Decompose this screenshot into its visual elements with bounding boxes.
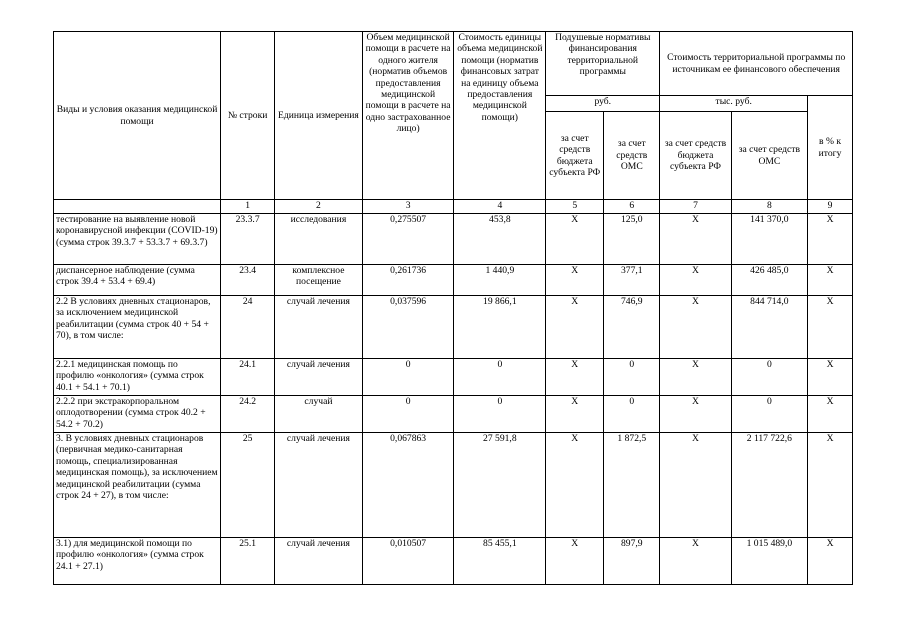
row-cost-cell: 27 591,8 [454, 433, 546, 538]
row-kind-cell: 2.2 В условиях дневных стационаров, за исключением медицинской реабилитации (сумма строк 40 + 54 + 70), в том числе: [54, 296, 221, 359]
table-body [54, 214, 853, 585]
column-number: 4 [454, 200, 546, 214]
row-program-oms-cell: 0 [731, 396, 807, 433]
row-program-oms-cell: 1 015 489,0 [731, 538, 807, 585]
row-number-cell: 23.4 [221, 265, 275, 296]
row-percent-cell: X [808, 359, 853, 396]
column-number: 6 [604, 200, 660, 214]
header-program-budget: за счет средств бюджета субъекта РФ [660, 112, 731, 200]
row-cost-cell: 1 440,9 [454, 265, 546, 296]
row-kind-cell: тестирование на выявление новой коронавирусной инфекции (COVID-19) (сумма строк 39.3.7 + 53.3.7 + 69.3.7) [54, 214, 221, 265]
financing-table [53, 31, 853, 585]
row-number-cell: 25.1 [221, 538, 275, 585]
table-row [54, 265, 853, 296]
row-percap-oms-cell: 897,9 [604, 538, 660, 585]
row-percent-cell: X [808, 396, 853, 433]
row-kind-cell: 3. В условиях дневных стационаров (первичная медико-санитарная помощь, специализированная медицинская помощь), за исключением медицинской реабилитации (сумма строк 24 + 27), в том числе: [54, 433, 221, 538]
header-row-number: № строки [221, 32, 275, 200]
header-volume: Объем медицинской помощи в расчете на одного жителя (норматив объемов предоставления медицинской помощи в расчете на одно застрахованное лицо) [362, 32, 454, 200]
header-unit-rub: руб. [546, 96, 660, 112]
row-number-cell: 24 [221, 296, 275, 359]
row-unit-cell: случай лечения [275, 538, 363, 585]
row-number-cell: 23.3.7 [221, 214, 275, 265]
column-number-blank [54, 200, 221, 214]
row-program-oms-cell: 141 370,0 [731, 214, 807, 265]
row-percent-cell: X [808, 265, 853, 296]
column-numbers-row [54, 200, 853, 214]
row-cost-cell: 85 455,1 [454, 538, 546, 585]
row-unit-cell: случай лечения [275, 296, 363, 359]
row-kind-cell: диспансерное наблюдение (сумма строк 39.4 + 53.4 + 69.4) [54, 265, 221, 296]
header-program-oms: за счет средств ОМС [731, 112, 807, 200]
row-unit-cell: исследования [275, 214, 363, 265]
row-percap-budget-cell: X [546, 433, 604, 538]
row-percap-budget-cell: X [546, 265, 604, 296]
row-cost-cell: 0 [454, 359, 546, 396]
header-unit: Единица измерения [275, 32, 363, 200]
row-program-oms-cell: 426 485,0 [731, 265, 807, 296]
row-percap-oms-cell: 0 [604, 359, 660, 396]
row-kind-cell: 2.2.2 при экстракорпоральном оплодотворении (сумма строк 40.2 + 54.2 + 70.2) [54, 396, 221, 433]
row-unit-cell: случай лечения [275, 359, 363, 396]
column-number: 8 [731, 200, 807, 214]
row-percap-oms-cell: 125,0 [604, 214, 660, 265]
row-volume-cell: 0,010507 [362, 538, 454, 585]
column-number: 1 [221, 200, 275, 214]
row-percap-oms-cell: 746,9 [604, 296, 660, 359]
row-volume-cell: 0 [362, 396, 454, 433]
table-row [54, 396, 853, 433]
header-program-cost: Стоимость территориальной программы по источникам ее финансового обеспечения [660, 32, 853, 96]
header-percap-oms: за счет средств ОМС [604, 112, 660, 200]
row-unit-cell: случай лечения [275, 433, 363, 538]
row-unit-cell: комплексное посещение [275, 265, 363, 296]
row-program-budget-cell: X [660, 433, 731, 538]
row-program-budget-cell: X [660, 265, 731, 296]
row-percent-cell: X [808, 538, 853, 585]
row-program-budget-cell: X [660, 296, 731, 359]
row-percent-cell: X [808, 433, 853, 538]
column-number: 7 [660, 200, 731, 214]
row-program-budget-cell: X [660, 396, 731, 433]
header-kind: Виды и условия оказания медицинской помощи [54, 32, 221, 200]
row-volume-cell: 0,067863 [362, 433, 454, 538]
row-program-oms-cell: 2 117 722,6 [731, 433, 807, 538]
table-row [54, 359, 853, 396]
header-unit-thousand-rub: тыс. руб. [660, 96, 808, 112]
table-row [54, 214, 853, 265]
row-percap-budget-cell: X [546, 214, 604, 265]
row-volume-cell: 0 [362, 359, 454, 396]
row-cost-cell: 453,8 [454, 214, 546, 265]
row-percap-budget-cell: X [546, 359, 604, 396]
row-kind-cell: 2.2.1 медицинская помощь по профилю «онкология» (сумма строк 40.1 + 54.1 + 70.1) [54, 359, 221, 396]
table-row [54, 433, 853, 538]
row-program-oms-cell: 0 [731, 359, 807, 396]
row-number-cell: 25 [221, 433, 275, 538]
row-percap-oms-cell: 377,1 [604, 265, 660, 296]
row-unit-cell: случай [275, 396, 363, 433]
row-percap-budget-cell: X [546, 396, 604, 433]
row-program-budget-cell: X [660, 359, 731, 396]
row-cost-cell: 0 [454, 396, 546, 433]
header-cost: Стоимость единицы объема медицинской помощи (норматив финансовых затрат на единицу объема предоставления медицинской помощи) [454, 32, 546, 200]
column-number: 5 [546, 200, 604, 214]
table-row [54, 296, 853, 359]
header-percap-budget: за счет средств бюджета субъекта РФ [546, 112, 604, 200]
row-percent-cell: X [808, 214, 853, 265]
row-volume-cell: 0,275507 [362, 214, 454, 265]
row-percent-cell: X [808, 296, 853, 359]
row-cost-cell: 19 866,1 [454, 296, 546, 359]
row-percap-oms-cell: 1 872,5 [604, 433, 660, 538]
column-number: 2 [275, 200, 363, 214]
row-kind-cell: 3.1) для медицинской помощи по профилю «онкология» (сумма строк 24.1 + 27.1) [54, 538, 221, 585]
row-volume-cell: 0,037596 [362, 296, 454, 359]
header-per-capita: Подушевые нормативы финансирования территориальной программы [546, 32, 660, 96]
row-program-budget-cell: X [660, 538, 731, 585]
header-percent-of-total: в % к итогу [808, 96, 853, 200]
row-volume-cell: 0,261736 [362, 265, 454, 296]
column-number: 9 [808, 200, 853, 214]
row-number-cell: 24.1 [221, 359, 275, 396]
row-program-oms-cell: 844 714,0 [731, 296, 807, 359]
row-percap-budget-cell: X [546, 296, 604, 359]
table-row [54, 538, 853, 585]
column-number: 3 [362, 200, 454, 214]
row-number-cell: 24.2 [221, 396, 275, 433]
row-program-budget-cell: X [660, 214, 731, 265]
row-percap-budget-cell: X [546, 538, 604, 585]
row-percap-oms-cell: 0 [604, 396, 660, 433]
